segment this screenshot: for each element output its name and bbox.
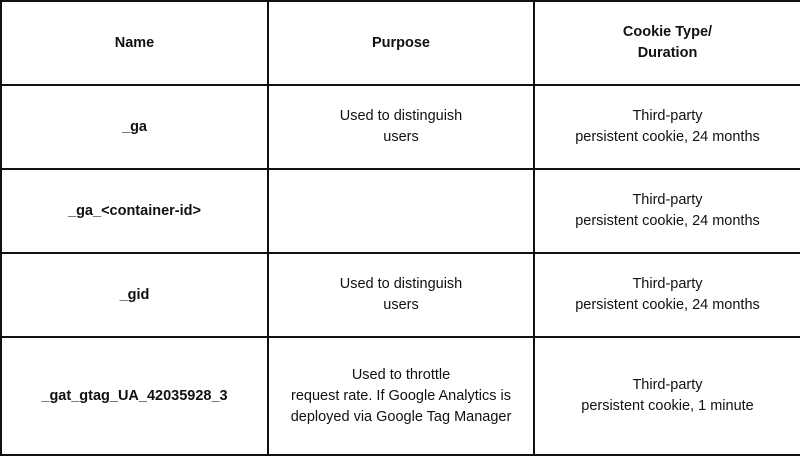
table-row bbox=[1, 169, 800, 253]
table-row bbox=[1, 253, 800, 337]
header-purpose: Purpose bbox=[268, 1, 534, 85]
cookie-type-duration-cell: Third-party persistent cookie, 1 minute bbox=[534, 337, 800, 455]
cookie-name-cell: _gid bbox=[1, 253, 268, 337]
cookie-purpose-cell bbox=[268, 169, 534, 253]
cookie-type-duration-cell: Third-party persistent cookie, 24 months bbox=[534, 253, 800, 337]
table-row bbox=[1, 85, 800, 169]
cookie-purpose-cell: Used to throttle request rate. If Google Analytics is deployed via Google Tag Manager bbox=[268, 337, 534, 455]
header-cookie-type-duration: Cookie Type/ Duration bbox=[534, 1, 800, 85]
cookie-name-cell: _gat_gtag_UA_42035928_3 bbox=[1, 337, 268, 455]
cookie-purpose-cell: Used to distinguish users bbox=[268, 253, 534, 337]
header-row bbox=[1, 1, 800, 85]
table-row bbox=[1, 337, 800, 455]
cookie-name-cell: _ga_<container-id> bbox=[1, 169, 268, 253]
cookie-name-cell: _ga bbox=[1, 85, 268, 169]
cookie-purpose-cell: Used to distinguish users bbox=[268, 85, 534, 169]
cookie-type-duration-cell: Third-party persistent cookie, 24 months bbox=[534, 85, 800, 169]
header-name: Name bbox=[1, 1, 268, 85]
cookie-type-duration-cell: Third-party persistent cookie, 24 months bbox=[534, 169, 800, 253]
